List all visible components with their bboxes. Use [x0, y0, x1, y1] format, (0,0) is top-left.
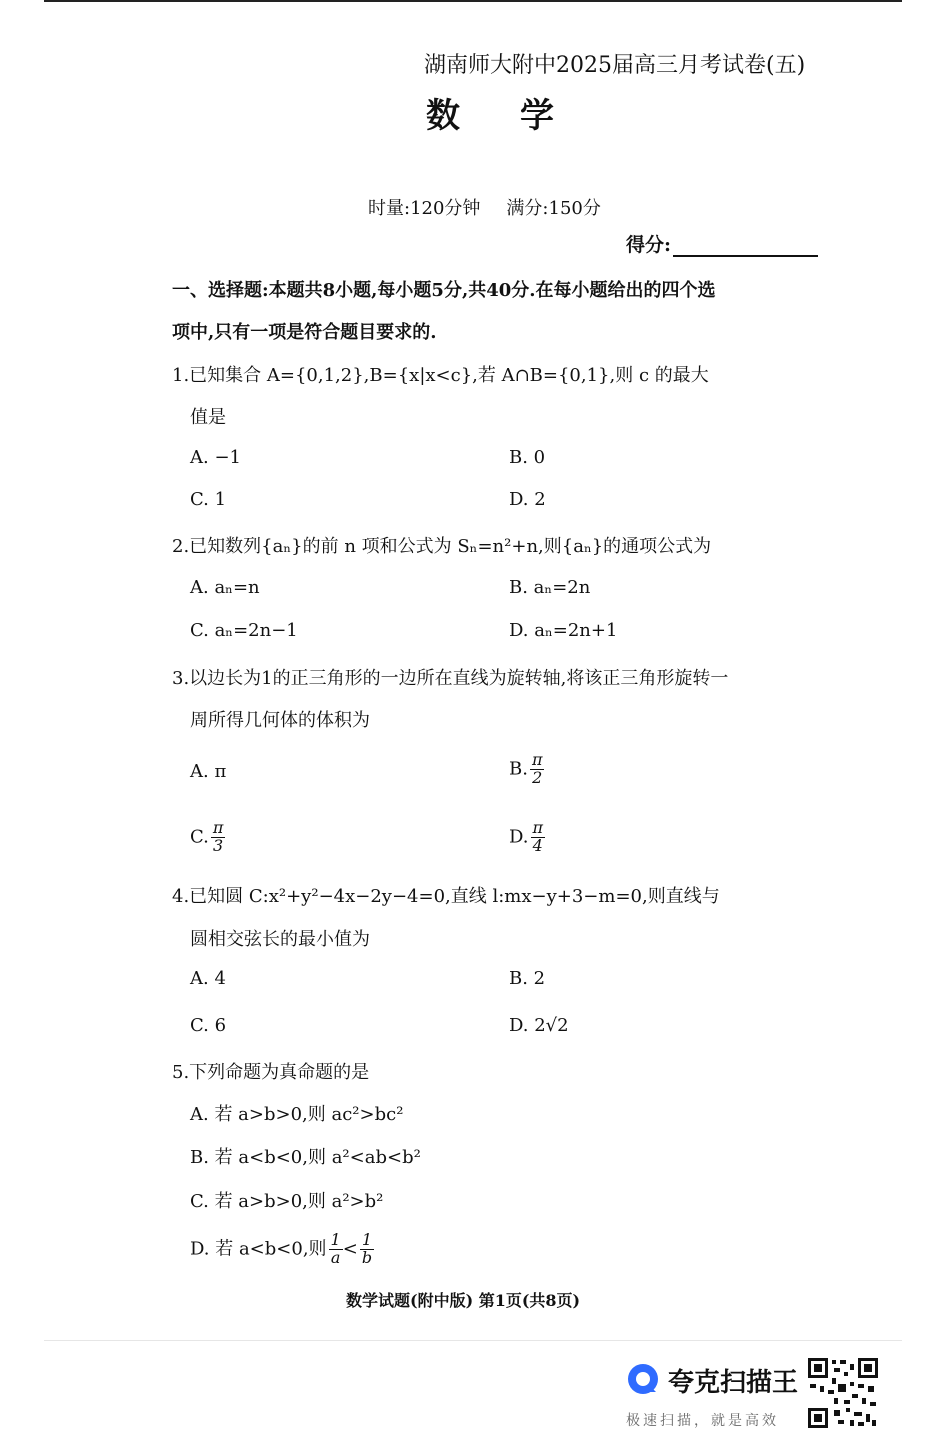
question-1-stem: 1.已知集合 A={0,1,2},B={x|x<c},若 A∩B={0,1},则 c 的最大 [172, 365, 709, 386]
score-blank-line [673, 239, 818, 257]
fraction-denominator: 3 [213, 835, 224, 855]
question-3-stem-cont: 周所得几何体的体积为 [190, 710, 370, 731]
less-than-sign: < [342, 1238, 358, 1260]
question-5-option-d [190, 1232, 374, 1267]
option-d-text: D. 若 a<b<0,则 [190, 1238, 327, 1260]
time-limit: 时量:120分钟 [368, 198, 481, 219]
question-2-option-b: B. aₙ=2n [509, 577, 591, 598]
question-2-option-d: D. aₙ=2n+1 [509, 620, 618, 641]
fraction [211, 820, 226, 855]
fraction-numerator: π [532, 818, 544, 837]
exam-info [368, 194, 601, 220]
score-label: 得分: [626, 234, 672, 256]
question-3-option-c [190, 820, 225, 855]
question-5-option-b: B. 若 a<b<0,则 a²<ab<b² [190, 1147, 421, 1168]
question-2-stem: 2.已知数列{aₙ}的前 n 项和公式为 Sₙ=n²+n,则{aₙ}的通项公式为 [172, 536, 712, 557]
brand-divider [44, 1340, 902, 1341]
brand-tagline: 极速扫描，就是高效 [626, 1413, 779, 1429]
quark-logo-icon [626, 1362, 660, 1396]
fraction-numerator: 1 [360, 1232, 374, 1250]
question-1-option-b: B. 0 [509, 447, 546, 468]
fraction-numerator: 1 [330, 1230, 341, 1249]
option-b-label: B. [509, 758, 528, 780]
question-4-option-c: C. 6 [190, 1015, 227, 1036]
section-heading-line2: 项中,只有一项是符合题目要求的. [172, 322, 437, 343]
question-3-option-b [509, 752, 544, 787]
question-1-option-a: A. −1 [190, 447, 241, 468]
fraction-numerator: π [531, 750, 543, 769]
question-2-option-a: A. aₙ=n [190, 577, 260, 598]
fraction-numerator: π [212, 818, 224, 837]
fraction-one-over-b [360, 1232, 374, 1267]
fraction-one-over-a [329, 1232, 343, 1267]
exam-title: 湖南师大附中2025届高三月考试卷(五) [424, 53, 806, 78]
score-field [626, 230, 818, 257]
scanner-watermark [626, 1358, 806, 1428]
qr-code-icon [806, 1356, 880, 1430]
question-3-option-d [509, 820, 545, 855]
fraction-denominator: b [361, 1247, 373, 1267]
section-heading-line1: 一、选择题:本题共8小题,每小题5分,共40分.在每小题给出的四个选 [172, 280, 716, 301]
subject-title: 数学 [426, 96, 614, 136]
fraction [530, 752, 545, 787]
question-5-option-a: A. 若 a>b>0,则 ac²>bc² [190, 1104, 404, 1125]
full-score: 满分:150分 [506, 198, 601, 219]
brand-name: 夸克扫描王 [668, 1368, 799, 1398]
question-4-option-b: B. 2 [509, 968, 546, 989]
page-footer: 数学试题(附中版) 第1页(共8页) [346, 1291, 581, 1310]
question-5-option-c: C. 若 a>b>0,则 a²>b² [190, 1191, 384, 1212]
question-2-option-c: C. aₙ=2n−1 [190, 620, 298, 641]
question-5-stem: 5.下列命题为真命题的是 [172, 1062, 370, 1083]
fraction-denominator: a [330, 1247, 341, 1267]
fraction-denominator: 2 [532, 767, 543, 787]
question-4-option-d: D. 2√2 [509, 1015, 569, 1036]
question-1-stem-cont: 值是 [190, 407, 226, 428]
fraction-denominator: 4 [532, 835, 543, 855]
question-3-stem: 3.以边长为1的正三角形的一边所在直线为旋转轴,将该正三角形旋转一 [172, 668, 729, 689]
option-c-label: C. [190, 826, 209, 848]
question-1-option-d: D. 2 [509, 489, 546, 510]
top-rule [44, 0, 902, 2]
question-4-option-a: A. 4 [190, 968, 226, 989]
fraction [531, 820, 546, 855]
question-4-stem-cont: 圆相交弦长的最小值为 [190, 929, 370, 950]
question-3-option-a: A. π [190, 761, 227, 782]
question-4-stem: 4.已知圆 C:x²+y²−4x−2y−4=0,直线 l:mx−y+3−m=0,则直线与 [172, 886, 720, 907]
option-d-label: D. [509, 826, 529, 848]
question-1-option-c: C. 1 [190, 489, 227, 510]
